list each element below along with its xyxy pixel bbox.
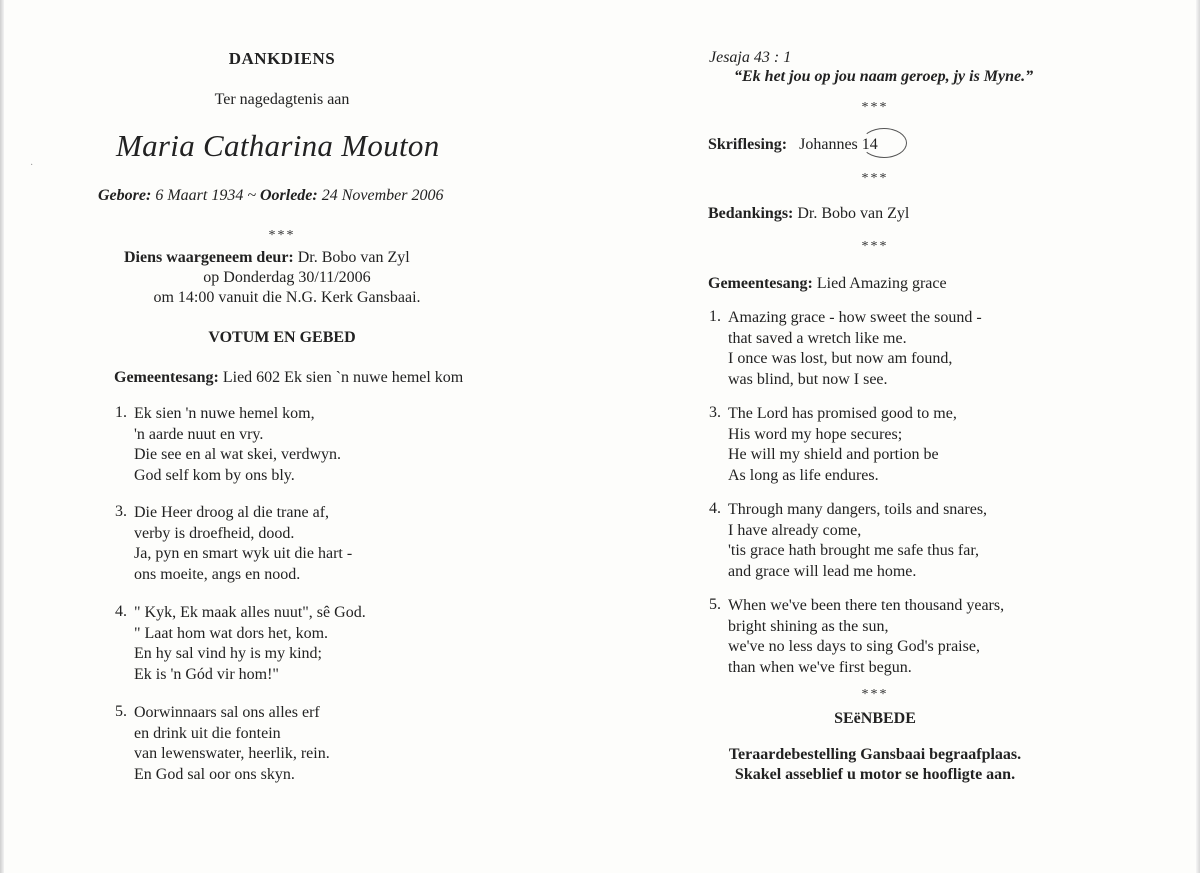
hymn-line	[114, 369, 463, 387]
verse-line: Ek sien 'n nuwe hemel kom,	[134, 405, 315, 422]
verse-line: that saved a wretch like me.	[728, 329, 907, 347]
thanks-label: Bedankings:	[708, 205, 794, 222]
scripture-quote: “Ek het jou op jou naam geroep, jy is Myne.”	[734, 68, 1034, 85]
born-value: 6 Maart 1934 ~	[155, 187, 256, 204]
verse-line: than when we've first begun.	[728, 658, 912, 676]
verse	[709, 308, 982, 390]
separator: ***	[861, 239, 889, 254]
verse-line: " Kyk, Ek maak alles nuut", sê God.	[134, 604, 366, 621]
verse-line: When we've been there ten thousand years,	[728, 597, 1005, 614]
verse-line: ons moeite, angs en nood.	[134, 565, 301, 583]
died-value: 24 November 2006	[321, 187, 444, 204]
section-heading: VOTUM EN GEBED	[208, 329, 356, 346]
verse-line: En God sal oor ons skyn.	[134, 765, 295, 783]
verse-line: The Lord has promised good to me,	[728, 405, 957, 422]
burial-notice: Teraardebestelling Gansbaai begraafplaas.	[728, 746, 1022, 763]
headlights-notice: Skakel asseblief u motor se hoofligte aan.	[734, 766, 1016, 783]
reading-label: Skriflesing:	[708, 136, 788, 153]
hymn-value: Lied 602 Ek sien `n nuwe hemel kom	[222, 369, 464, 386]
verse-number: 5.	[709, 596, 721, 613]
verse-line: we've no less days to sing God's praise,	[728, 638, 980, 655]
verse-line: bright shining as the sun,	[728, 617, 889, 635]
page-edge-left	[0, 0, 4, 873]
verse-line: As long as life endures.	[728, 466, 879, 484]
service-value: Dr. Bobo van Zyl	[297, 249, 410, 266]
program-subtitle: Ter nagedagtenis aan	[214, 91, 350, 108]
verse-number: 1.	[115, 404, 127, 421]
deceased-name: Maria Catharina Mouton	[116, 128, 440, 163]
verse	[709, 500, 987, 582]
verse-line: Through many dangers, toils and snares,	[728, 501, 988, 518]
scripture-reference: Jesaja 43 : 1	[709, 49, 792, 66]
verse-number: 3.	[115, 503, 127, 520]
verse-line: Ek is 'n Gód vir hom!"	[134, 665, 279, 683]
scan-speck: ·	[30, 160, 34, 171]
service-officiant	[124, 249, 410, 267]
verse-line: 'tis grace hath brought me safe thus far,	[728, 542, 980, 559]
program-title: DANKDIENS	[228, 49, 336, 68]
life-dates	[98, 187, 444, 205]
hymn-label: Gemeentesang:	[708, 275, 813, 292]
verse-line: Amazing grace - how sweet the sound -	[728, 309, 982, 326]
service-label: Diens waargeneem deur:	[124, 249, 294, 266]
separator: ***	[861, 687, 889, 702]
verse-line: van lewenswater, heerlik, rein.	[134, 745, 330, 762]
verse-line: 'n aarde nuut en vry.	[134, 425, 264, 443]
separator: ***	[268, 228, 296, 243]
verse-line: was blind, but now I see.	[728, 370, 888, 388]
verse-number: 4.	[709, 500, 721, 517]
verse-number: 5.	[115, 703, 127, 720]
hymn-value: Lied Amazing grace	[816, 275, 947, 292]
verse-line: God self kom by ons bly.	[134, 466, 295, 484]
reading-line	[708, 136, 878, 154]
verse-line: " Laat hom wat dors het, kom.	[134, 624, 329, 642]
reading-value: Johannes 14	[799, 136, 878, 153]
verse-number: 1.	[709, 308, 721, 325]
hymn-line	[708, 275, 947, 293]
hymn-label: Gemeentesang:	[114, 369, 219, 386]
verse	[709, 404, 957, 486]
service-place: om 14:00 vanuit die N.G. Kerk Gansbaai.	[153, 289, 421, 306]
verse-line: verby is droefheid, dood.	[134, 524, 295, 542]
handwritten-circle	[861, 128, 907, 158]
thanks-line	[708, 205, 909, 223]
born-label: Gebore:	[98, 187, 152, 204]
blessing-heading: SEëNBEDE	[834, 710, 916, 727]
verse	[709, 596, 1004, 678]
page-edge-right	[1196, 0, 1200, 873]
verse-line: en drink uit die fontein	[134, 724, 281, 742]
verse-line: Ja, pyn en smart wyk uit die hart -	[134, 545, 353, 562]
verse-number: 3.	[709, 404, 721, 421]
verse-line: His word my hope secures;	[728, 425, 903, 443]
verse-line: I once was lost, but now am found,	[728, 350, 953, 367]
verse-line: En hy sal vind hy is my kind;	[134, 645, 322, 662]
verse	[115, 703, 330, 785]
died-label: Oorlede:	[259, 187, 318, 204]
service-date: op Donderdag 30/11/2006	[203, 269, 371, 286]
separator: ***	[861, 100, 889, 115]
verse-line: I have already come,	[728, 521, 862, 539]
verse	[115, 503, 352, 585]
verse-line: Die see en al wat skei, verdwyn.	[134, 446, 342, 463]
verse	[115, 603, 366, 685]
separator: ***	[861, 171, 889, 186]
verse-line: Die Heer droog al die trane af,	[134, 504, 330, 521]
verse-line: and grace will lead me home.	[728, 562, 917, 580]
verse	[115, 404, 341, 486]
verse-line: He will my shield and portion be	[728, 446, 939, 463]
verse-number: 4.	[115, 603, 127, 620]
thanks-value: Dr. Bobo van Zyl	[797, 205, 910, 222]
verse-line: Oorwinnaars sal ons alles erf	[134, 704, 320, 721]
